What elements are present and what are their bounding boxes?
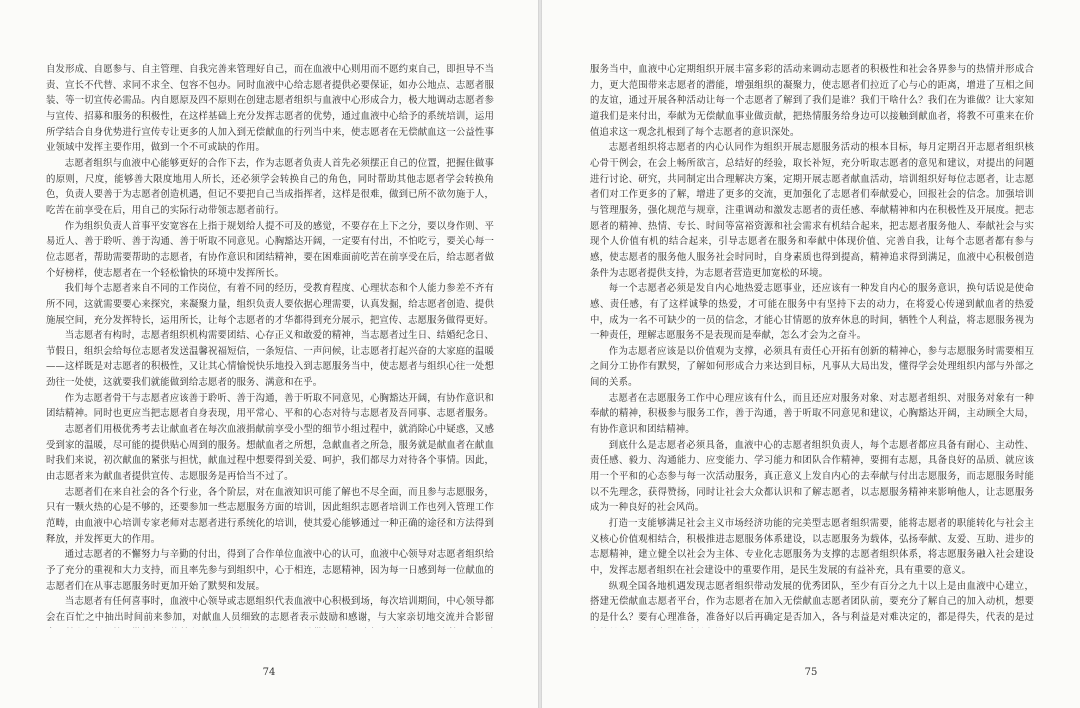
paragraph: 每一个志愿者必须是发自内心地热爱志愿事业，还应该有一种发自内心的服务意识，换句话说是使命感、责任感，有了这样诚挚的热爱，才可能在服务中有坚持下去的动力，在将爱心传递到献血者的热爱中，成为一名不可缺少的一员的信念，才能心甘情愿的放弃休息的时间，牺牲个人利益，将志愿服务视为一种责任，理解志愿服务不是表现而是奉献，怎么才会为之奋斗。 [590,283,1034,342]
left-page [0,0,538,708]
page-number-left: 74 [262,667,276,678]
paragraph: 志愿者在志愿服务工作中心理应该有什么，而且还应对服务对象、对志愿者组织、对服务对象有一种奉献的精神，积极参与服务工作，善于沟通，善于听取不同意见和建议，心胸豁达开阔，主动顾全大局，有协作意识和团结精神。 [590,392,1034,436]
paragraph: 作为志愿者应该是以价值观为支撑，必须具有责任心开拓有创新的精神心，参与志愿服务时需要相互之间分工协作有默契，了解如何形成合力来达到目标，凡事从大局出发，懂得学会处理组织内部与外部之间的关系。 [590,345,1034,389]
paragraph: 通过志愿者的不懈努力与辛勤的付出，得到了合作单位血液中心的认可，血液中心领导对志愿者组织给予了充分的重视和大力支持，而且率先参与到组织中，心于相连，志愿精神，因为每一日感到每一位献血的志愿者们在从事志愿服务时更加开始了默契和发展。 [46,549,494,592]
paragraph: 作为志愿者骨干与志愿者应该善于聆听、善于沟通，善于听取不同意见，心胸豁达开阔，有协作意识和团结精神。同时也更应当把志愿者自身表现，用平常心、平和的心态对待与志愿者及吾同事、志愿者服务。 [46,392,494,420]
paragraph: 作为组织负责人首事平安宽容在上指于规划给人提不可及的感觉，不要存在上下之分，要以身作则、平易近人、善于聆听、善于沟通、善于听取不同意见。心胸豁达开阔，一定要有付出，不怕吃亏，要关心每一位志愿者，帮助需要帮助的志愿者，有协作意识和团结精神，要在困难面前吃苦在前享受在后，给志愿者做个好榜样，使志愿者在一个轻松愉快的环境中发挥所长。 [46,220,494,279]
paragraph: 纵观全国各地机遇发现志愿者组织带动发展的优秀团队，至少有百分之九十以上是由血液中心建立，搭建无偿献血志愿者平台，作为志愿者在加入无偿献血志愿者团队前，要充分了解自己的加入动机，想要的是什么？要有心理准备，准备好以后再确定是否加入，各与利益是对难决定的，都是得失，代表的是过 [590,580,1034,623]
paragraph: 志愿者组织与血液中心能够更好的合作下去，作为志愿者负责人首先必须摆正自己的位置，把握住做事的原则，尺度，能够善大限度地用人所长，还必须学会转换自己的角色，同时帮助其他志愿者学会转换角色，负责人要善于为志愿者创造机遇，但记不要把自己当成指挥者，这样是很难，做到已所不欲勿施于人，吃苦在前享受在后，用自己的实际行动带领志愿者前行。 [46,157,494,216]
paragraph: 当志愿者有构时，志愿者组织机构需要团结、心存正义和敢爱的精神，当志愿者过生日、结婚纪念日、节假日，组织会给每位志愿者发送温馨祝福短信，一条短信、一声问候，让志愿者打起兴奋的大家庭的温暖——这样既是对志愿者的积极性，又让其心情愉悦快乐地投入到志愿服务当中，使志愿者与组织心往一处想劲往一处使，这就要我们就能做到给志愿者的服务、满意和在乎。 [46,330,494,389]
paragraph: 打造一支能够满足社会主义市场经济功能的完美型志愿者组织需要，能将志愿者的职能转化与社会主义核心价值观相结合，积极推进志愿服务体系建设，以志愿服务为载体，弘扬奉献、友爱、互助、进步的志愿精神，建立健全以社会为主体、专业化志愿服务为支撑的志愿者组织体系，将志愿服务融入社会建设中，发挥志愿者组织在社会建设中的重要作用，是民生发展的有益补充，具有重要的意义。 [590,518,1034,576]
right-page [542,0,1080,708]
paragraph: 我们每个志愿者来自不同的工作岗位，有着不同的经历，受教育程度、心理状态和个人能力参差不齐有所不同，这就需要要心来探究，来凝聚力量，组织负责人要依据心理需要，认真发掘，给志愿者创造、提供施展空间，充分发挥特长，运用所长，让每个志愿者的才华都得到充分展示，把宣传、志愿服务做得更好。 [46,283,494,326]
paragraph: 志愿者们用极优秀考去让献血者在每次血液捐献前享受小型的细节小组过程中，就消除心中疑惑，又感受到家的温暖，尽可能的提供贴心周到的服务。想献血者之所想，急献血者之所急，服务就是献血者在献血时我们来说，初次献血的紧张与担忧，献血过程中想要得到关爱、呵护，我们都尽力对待各个事情。因此，由志愿者来为献血者提供宣传、志愿服务是再恰当不过了。 [46,424,494,483]
right-page-body [590,62,1034,628]
paragraph: 当志愿者有任何喜事时，血液中心领导或志愿组织代表血液中心积极到场，每次培训期间，中心领导都会在百忙之中抽出时间前来参加，对献血人员细致的志愿者表示鼓励和感谢，与大家亲切地交流并合影留 [46,596,494,623]
paragraph: 志愿者们在来自社会的各个行业，各个阶层，对在血液知识可能了解也不尽全面，而且参与志愿服务，只有一颗火热的心是不够的，还要参加一些志愿服务方面的培训，因此组织志愿者培训工作也列入管理工作范畴，由血液中心培训专家老师对志愿者进行系统化的培训，使其爱心能够通过一种正确的途径和方法得到释放，并发挥更大的作用。 [46,486,494,545]
left-page-body [46,62,494,628]
paragraph: 服务当中，血液中心定期组织开展丰富多彩的活动来调动志愿者的积极性和社会各界参与的热情并形成合力，更大范围带来志愿者的潜能，增强组织的凝聚力，使志愿者们拉近了心与心的距离，增进了互相之间的友谊，通过开展各种活动让每一个志愿者了解到了我们是谁？我们干啥什么？我们在为谁做？让大家知道我们是来付出，奉献为无偿献血事业做贡献，把热情服务给身边可以接触到献血者，将教不可重来在价值追求这一观念扎根到了每个志愿者的意识深处。 [590,64,1034,138]
page-number-right: 75 [804,667,818,678]
paragraph: 自发形成、自愿参与、自主管理、自我完善来管理好自己，而在血液中心则用而不愿约束自己，即担导不当责、宣长不代替、求同不求全、包容不包办。同时血液中心给志愿者提供必要保证，如办公地点、志愿者服装、等一切宣传必需品。内自愿原及四不原则在创建志愿者组织与血液中心形成合力，极大地调动志愿者参与宣传、招募和服务的积极性，在这样基础上充分发挥志愿者的优势，通过血液中心给予的系统培训，运用所学结合自身优势进行宣传专让更多的人加入到无偿献血的行列当中来，使志愿者在无偿献血这一公益性事业领域中发挥主要作用，做到一个不可或缺的作用。 [46,64,494,154]
paragraph: 到底什么是志愿者必须具备，血液中心的志愿者组织负责人，每个志愿者都应具备有耐心、主动性、责任感、毅力、沟通能力、应变能力、学习能力和团队合作精神，要拥有志愿，具备良好的品质、就应该用一个平和的心态参与每一次活动服务，真正意义上发自内心的去奉献与付出志愿服务，而志愿服务时能以不先理念，获得赞扬，同时让社会大众都认识和了解志愿者，以志愿服务精神来影响他人，让志愿服务成为一种良好的社会风尚。 [590,439,1034,514]
paragraph: 志愿者组织将志愿者的内心认同作为组织开展志愿服务活动的根本目标，每月定期召开志愿者组织核心骨干例会，在会上畅所欲言，总结好的经验，取长补短，充分听取志愿者的意见和建议，对提出的问题进行讨论、研究，共同制定出合理解决方案，定期开展志愿者献血活动，培训组织好每位志愿者，让志愿者们对工作更多的了解，增进了更多的交流，更加强化了志愿者们奉献爱心，回报社会的信念。加强培训与管理服务，强化规范与规章，注重调动和激发志愿者的责任感、奉献精神和内在积极性及开展度。把志愿者的精神、热情、专长、时间等富裕资源和社会需求有机结合起来，把志愿者服务他人、奉献社会与实现个人价值有机的结合起来，引导志愿者在服务和奉献中体现价值、完善自我，让每个志愿者都有参与感，使志愿者的服务他人服务社会时同时，自身素质也得到提高，精神追求得到满足，血液中心积极创造条件为志愿者提供支持，为志愿者营造更加宽松的环境。 [590,142,1034,279]
